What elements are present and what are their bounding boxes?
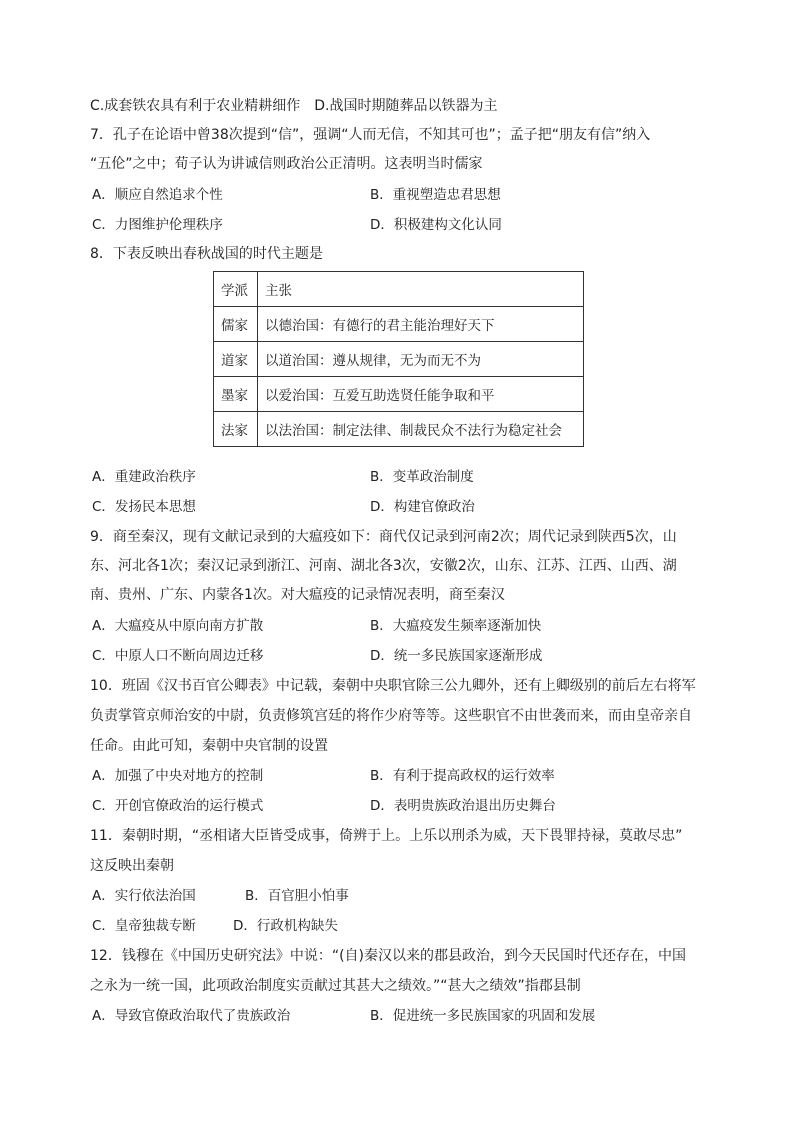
q7-option-d[interactable]: D．积极建构文化认同: [370, 217, 502, 233]
q10-option-a[interactable]: A．加强了中央对地方的控制: [92, 768, 264, 784]
q10-stem-line-2: 负责掌管京师治安的中尉，负责修筑宫廷的将作少府等等。这些职官不由世袭而来，而由皇帝亲自: [90, 708, 692, 724]
q10-option-d[interactable]: D．表明贵族政治退出历史舞台: [370, 798, 556, 814]
q11-stem-line-1: 11．秦朝时期，“丞相诸大臣皆受成事，倚辨于上。上乐以刑杀为威，天下畏罪持禄，莫敢尽忠”: [90, 828, 683, 844]
table-cell: 以德治国：有德行的君主能治理好天下: [258, 307, 584, 342]
q7-stem-line-2: “五伦”之中；荀子认为讲诚信则政治公正清明。这表明当时儒家: [90, 156, 483, 172]
q12-stem-line-2: 之永为一统一国，此项政治制度实贡献过其甚大之绩效。”“甚大之绩效”指郡县制: [90, 978, 581, 994]
schools-table: [213, 271, 584, 447]
table-row: [214, 412, 584, 447]
table-header-cell: 学派: [214, 272, 258, 307]
q9-option-d[interactable]: D．统一多民族国家逐渐形成: [370, 648, 543, 664]
q12-option-b[interactable]: B．促进统一多民族国家的巩固和发展: [370, 1008, 596, 1024]
q8-stem-line-1: 8．下表反映出春秋战国的时代主题是: [90, 246, 323, 262]
q9-option-c[interactable]: C．中原人口不断向周边迁移: [92, 648, 264, 664]
table-cell: 以法治国：制定法律、制裁民众不法行为稳定社会: [258, 412, 584, 447]
table-row: [214, 307, 584, 342]
q10-option-b[interactable]: B．有利于提高政权的运行效率: [370, 768, 555, 784]
q11-option-b[interactable]: B．百官胆小怕事: [245, 888, 349, 904]
q12-stem-line-1: 12．钱穆在《中国历史研究法》中说：“(自)秦汉以来的郡县政治，到今天民国时代还存在，中国: [90, 948, 686, 964]
table-cell: 儒家: [214, 307, 258, 342]
q11-option-c[interactable]: C．皇帝独裁专断: [92, 918, 196, 934]
table-header-cell: 主张: [258, 272, 584, 307]
q8-option-b[interactable]: B．变革政治制度: [370, 469, 474, 485]
q9-option-b[interactable]: B．大瘟疫发生频率逐渐加快: [370, 618, 542, 634]
table-cell: 道家: [214, 342, 258, 377]
q10-stem-line-1: 10．班固《汉书百官公卿表》中记载，秦朝中央职官除三公九卿外，还有上卿级别的前后左右将军: [90, 678, 696, 694]
q10-stem-line-3: 任命。由此可知，秦朝中央官制的设置: [90, 738, 328, 754]
q9-stem-line-2: 东、河北各1次；秦汉记录到浙江、河南、湖北各3次，安徽2次，山东、江苏、江西、山西、湖: [90, 558, 677, 574]
table-row: [214, 377, 584, 412]
q11-stem-line-2: 这反映出秦朝: [90, 858, 174, 874]
q7-option-c[interactable]: C．力图维护伦理秩序: [92, 217, 223, 233]
q10-option-c[interactable]: C．开创官僚政治的运行模式: [92, 798, 264, 814]
q8-option-c[interactable]: C．发扬民本思想: [92, 499, 196, 515]
table-header-row: [214, 272, 584, 307]
table-cell: 以爱治国：互爱互助选贤任能争取和平: [258, 377, 584, 412]
q7-stem-line-1: 7．孔子在论语中曾38次提到“信”，强调“人而无信，不知其可也”；孟子把“朋友有信”纳入: [90, 127, 651, 143]
q8-option-d[interactable]: D．构建官僚政治: [370, 499, 475, 515]
q9-stem-line-1: 9．商至秦汉，现有文献记录到的大瘟疫如下：商代仅记录到河南2次；周代记录到陕西5次，山: [90, 529, 677, 545]
q9-option-a[interactable]: A．大瘟疫从中原向南方扩散: [92, 618, 264, 634]
q8-option-a[interactable]: A．重建政治秩序: [92, 469, 196, 485]
q11-option-d[interactable]: D．行政机构缺失: [233, 918, 338, 934]
q12-option-a[interactable]: A．导致官僚政治取代了贵族政治: [92, 1008, 291, 1024]
table-row: [214, 342, 584, 377]
q7-option-a[interactable]: A．顺应自然追求个性: [92, 187, 223, 203]
table-cell: 墨家: [214, 377, 258, 412]
q9-stem-line-3: 南、贵州、广东、内蒙各1次。对大瘟疫的记录情况表明，商至秦汉: [90, 587, 505, 603]
previous-question-options: C.成套铁农具有利于农业精耕细作 D.战国时期随葬品以铁器为主: [90, 98, 498, 114]
table-cell: 法家: [214, 412, 258, 447]
q7-option-b[interactable]: B．重视塑造忠君思想: [370, 187, 501, 203]
q11-option-a[interactable]: A．实行依法治国: [92, 888, 196, 904]
table-cell: 以道治国：遵从规律，无为而无不为: [258, 342, 584, 377]
